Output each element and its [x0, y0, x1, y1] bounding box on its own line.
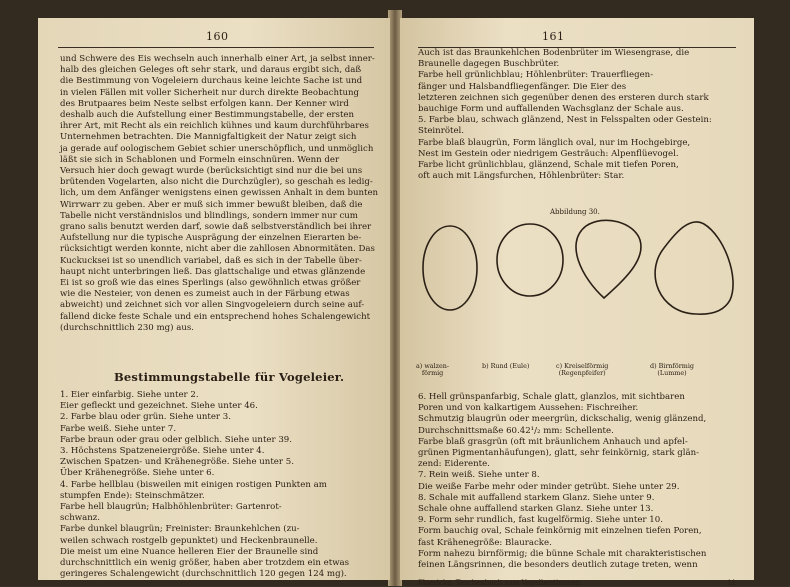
figure-label: c) Kreiselförmig (Regenpfeifer): [556, 362, 609, 377]
key-entry-line: Durchschnittsmaße 60.42¹/₂ mm: Schellente.: [418, 425, 614, 436]
right-page: [400, 18, 754, 587]
key-entry-line: letzteren zeichnen sich gegenüber denen des ersteren durch stark: [418, 92, 709, 103]
key-entry-line: fast Krähenegröße: Blauracke.: [418, 537, 552, 548]
key-entry-line: Farbe weiß. Siehe unter 7.: [60, 423, 177, 434]
text-line: deshalb auch die Aufstellung einer Bestimmungstabelle, der ersten: [60, 110, 355, 121]
egg-outline-a: [423, 226, 477, 310]
key-entry-line: Farbe blaß blaugrün, Form länglich oval, nur im Hochgebirge,: [418, 137, 691, 148]
left-page: [38, 18, 390, 580]
text-line: läßt sie sich in Schablonen und Formeln einschnüren. Wenn der: [60, 154, 340, 165]
page-number: 161: [542, 30, 565, 43]
key-entry-line: Die meist um eine Nuance helleren Eier der Braunelle sind: [60, 546, 319, 557]
key-entry-line: Nest im Gestein oder niedrigem Gesträuch: Alpenflüevogel.: [418, 148, 679, 159]
key-entry-line: feinen Längsrinnen, die besonders deutlich zutage treten, wenn: [418, 560, 698, 571]
text-line: Ei ist so groß wie das eines Sperlings (also gewöhnlich etwas größer: [60, 278, 361, 289]
key-entry-line: schwanz.: [60, 513, 101, 524]
key-entry-line: stumpfen Ende): Steinschmätzer.: [60, 490, 205, 501]
key-entry-line: Form nahezu birnförmig; die bünne Schale mit charakteristischen: [418, 548, 707, 559]
key-entry-line: Farbe licht grünlichblau, glänzend, Schale mit tiefen Poren,: [418, 160, 679, 171]
text-line: Aufstellung nur die typische Ausprägung der einzelnen Eierarten be-: [60, 233, 362, 244]
figure-label: d) Birnförmig (Lumme): [650, 362, 694, 377]
key-entries: [60, 390, 378, 580]
text-line: lich, um dem Anfänger wenigstens einen gewissen Anhalt in dem bunten: [60, 188, 379, 199]
text-line: Tabelle nicht verständnislos und blindlings, sondern immer nur cum: [60, 210, 358, 221]
text-line: die Bestimmung von Vogeleiern durchaus keine leichte Sache ist und: [60, 76, 363, 87]
key-entry-line: Die weiße Farbe mehr oder minder getrübt. Siehe unter 29.: [418, 481, 680, 492]
key-entry-line: 4. Farbe hellblau (bisweilen mit einigen rostigen Punkten am: [60, 479, 327, 490]
text-line: ihrer Art, mit Recht als ein reichlich kühnes und kaum durchführbares: [60, 121, 369, 132]
key-entries-continued: [418, 48, 738, 182]
key-entry-line: Farbe braun oder grau oder gelblich. Siehe unter 39.: [60, 434, 292, 445]
key-entry-line: Über Krähenegröße. Siehe unter 6.: [60, 468, 215, 479]
text-line: Kuckucksei ist so unendlich variabel, daß es sich in der Tabelle über-: [60, 255, 362, 266]
key-entry-line: Eier gefleckt und gezeichnet. Siehe unter 46.: [60, 401, 258, 412]
footer-title: Floericke, Taschenbuch zum Vogelbestimmen.: [418, 579, 583, 587]
key-entry-line: geringeres Schalengewicht (durchschnittlich 120 gegen 124 mg).: [60, 569, 347, 580]
egg-shape-figure: [414, 218, 744, 318]
key-entry-line: Zwischen Spatzen- und Krähenegröße. Siehe unter 5.: [60, 457, 294, 468]
key-entry-line: 8. Schale mit auffallend starkem Glanz. Siehe unter 9.: [418, 492, 655, 503]
figure-labels: [410, 363, 750, 393]
key-entry-line: Steinrötel.: [418, 126, 465, 137]
key-entry-line: Farbe dunkel blaugrün; Freinister: Braunkehlchen (zu-: [60, 524, 300, 535]
key-entry-line: 7. Rein weiß. Siehe unter 8.: [418, 470, 540, 481]
key-entry-line: Schale ohne auffallend starken Glanz. Siehe unter 13.: [418, 504, 654, 515]
text-line: brütenden Vogelarten, also nicht die Durchzügler), so geschah es ledig-: [60, 177, 373, 188]
text-line: Wirrwarr zu geben. Aber er muß sich immer bewußt bleiben, daß die: [60, 199, 363, 210]
figure-label: b) Rund (Eule): [482, 362, 530, 370]
intro-paragraph: [60, 54, 379, 334]
signature-mark: 11: [727, 579, 736, 587]
section-heading: Bestimmungstabelle für Vogeleier.: [114, 370, 345, 384]
key-entry-line: Poren und von kalkartigem Aussehen: Fischreiher.: [418, 403, 639, 414]
text-line: abweicht) und zeichnet sich vor allen Singvogeleiern durch seine auf-: [60, 300, 365, 311]
key-entry-line: 6. Hell grünspanfarbig, Schale glatt, glanzlos, mit sichtbaren: [418, 392, 685, 402]
key-entry-line: Schmutzig blaugrün oder meergrün, dickschalig, wenig glänzend,: [418, 414, 707, 425]
page-number: 160: [206, 30, 229, 43]
key-entries-bottom: [418, 392, 738, 571]
page-footer: [418, 579, 736, 587]
egg-outline-d: [655, 222, 733, 314]
key-entry-line: 5. Farbe blau, schwach glänzend, Nest in Felsspalten oder Gestein:: [418, 115, 712, 126]
key-entry-line: bauchige Form und auffallenden Wachsglanz der Schale aus.: [418, 104, 684, 115]
key-entry-line: Farbe blaß grasgrün (oft mit bräunlichem Anhauch und apfel-: [418, 436, 688, 447]
key-entry-line: 1. Eier einfarbig. Siehe unter 2.: [60, 390, 199, 400]
key-entry-line: Auch ist das Braunkehlchen Bodenbrüter im Wiesengrase, die: [418, 48, 690, 58]
text-line: Versuch hier doch gewagt wurde (berücksichtigt sind nur die bei uns: [60, 166, 363, 177]
egg-outline-b: [497, 224, 563, 296]
text-line: des Brutpaares beim Neste selbst erfolgen kann. Der Kenner wird: [60, 98, 349, 109]
text-line: rücksichtigt werden konnte, nicht aber die zahllosen Abnormitäten. Das: [60, 244, 375, 255]
key-entry-line: 9. Form sehr rundlich, fast kugelförmig. Siehe unter 10.: [418, 515, 663, 526]
text-line: haupt nicht unterbringen ließ. Das glattschalige und etwas glänzende: [60, 266, 366, 277]
key-entry-line: 3. Höchstens Spatzeneiergröße. Siehe unter 4.: [60, 446, 265, 457]
text-line: wie die Nesteier, von denen es zumeist auch in der Färbung etwas: [60, 289, 350, 300]
text-line: halb des gleichen Geleges oft sehr stark, und daraus ergibt sich, daß: [60, 65, 362, 76]
key-entry-line: 2. Farbe blau oder grün. Siehe unter 3.: [60, 412, 231, 423]
header-rule: [58, 47, 374, 48]
figure-label: a) walzen- förmig: [416, 362, 450, 377]
key-entry-line: Farbe hell blaugrün; Halbhöhlenbrüter: Gartenrot-: [60, 502, 282, 513]
text-line: (durchschnittlich 230 mg) aus.: [60, 322, 195, 333]
figure-caption: Abbildung 30.: [550, 208, 600, 216]
key-entry-line: weilen schwach rostgelb gepunktet) und Heckenbraunelle.: [60, 535, 318, 546]
key-entry-line: grünen Pigmentanhäufungen), glatt, sehr feinkörnig, stark glän-: [418, 448, 700, 459]
key-entry-line: Form bauchig oval, Schale feinkörnig mit einzelnen tiefen Poren,: [418, 526, 702, 537]
key-entry-line: Farbe hell grünlichblau; Höhlenbrüter: Trauerfliegen-: [418, 70, 654, 81]
key-entry-line: zend: Eiderente.: [418, 459, 490, 470]
key-entry-line: fänger und Halsbandfliegenfänger. Die Eier des: [418, 81, 627, 92]
text-line: grano salis benutzt werden darf, sowie daß selbstverständlich bei ihrer: [60, 222, 372, 233]
key-entry-line: Braunelle dagegen Buschbrüter.: [418, 59, 560, 70]
text-line: und Schwere des Eis wechseln auch innerhalb einer Art, ja selbst inner-: [60, 54, 375, 64]
text-line: in vielen Fällen mit voller Sicherheit nur durch direkte Beobachtung: [60, 87, 360, 98]
key-entry-line: oft auch mit Längsfurchen, Höhlenbrüter: Star.: [418, 171, 625, 182]
egg-outline-c: [576, 220, 641, 298]
text-line: Unternehmen betrachten. Die Mannigfaltigkeit der Natur zeigt sich: [60, 132, 357, 143]
key-entry-line: durchschnittlich ein wenig größer, haben aber trotzdem ein etwas: [60, 558, 350, 569]
text-line: fallend dicke feste Schale und ein entsprechend hohes Schalengewicht: [60, 311, 371, 322]
text-line: ja gerade auf oologischem Gebiet schier unerschöpflich, und unmöglich: [60, 143, 374, 154]
